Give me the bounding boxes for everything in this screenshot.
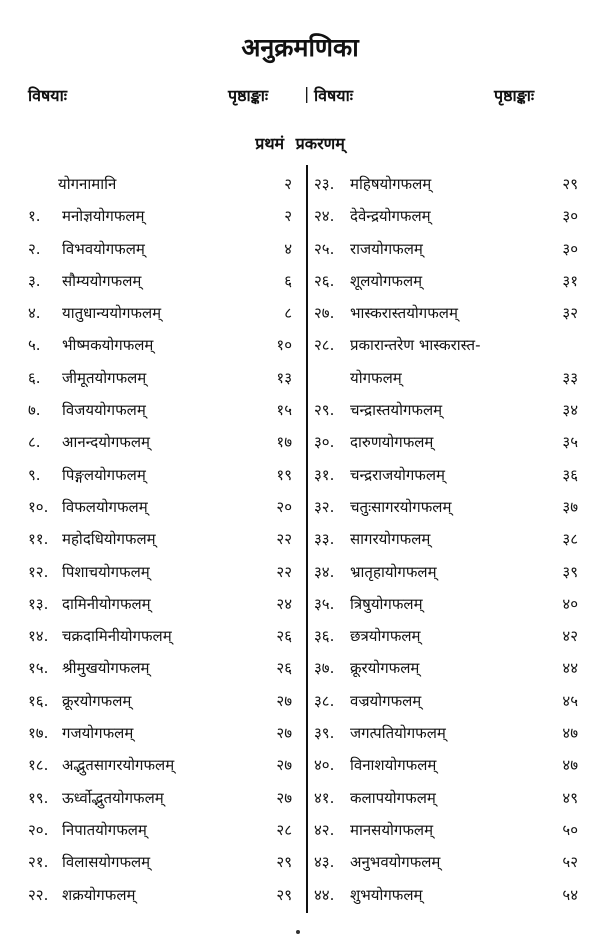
toc-entry-title: आनन्दयोगफलम् xyxy=(62,433,150,452)
toc-left-column xyxy=(0,168,304,911)
toc-entry-number: ४१. xyxy=(314,788,335,807)
toc-right-column xyxy=(308,168,600,911)
toc-entry-number: १९. xyxy=(28,788,49,807)
toc-entry-title: पिशाचयोगफलम् xyxy=(62,562,150,581)
toc-entry xyxy=(308,265,600,297)
toc-entry-page: २ xyxy=(284,175,292,193)
toc-entry-page: २६ xyxy=(276,659,292,678)
toc-entry-number: ५. xyxy=(28,336,41,355)
toc-entry-title: शूलयोगफलम् xyxy=(350,271,423,290)
toc-entry-page: ४७ xyxy=(562,756,578,775)
toc-entry xyxy=(308,491,600,523)
toc-entry xyxy=(308,523,600,555)
toc-entry-number: १८. xyxy=(28,756,49,775)
toc-entry-number: ३५. xyxy=(314,594,335,613)
toc-entry xyxy=(308,233,600,265)
toc-entry-page: ३३ xyxy=(562,368,578,387)
toc-entry-number: ३. xyxy=(28,271,41,290)
toc-entry-number: ७. xyxy=(28,401,41,420)
toc-entry-title: भीष्मकयोगफलम् xyxy=(62,336,154,355)
toc-entry-title: भास्करास्तयोगफलम् xyxy=(350,304,458,323)
toc-entry-page: १५ xyxy=(276,401,292,420)
toc-entry xyxy=(0,168,304,200)
toc-entry xyxy=(308,685,600,717)
toc-entry xyxy=(0,685,304,717)
toc-entry xyxy=(308,168,600,200)
toc-entry xyxy=(0,717,304,749)
toc-entry-number: ११. xyxy=(28,530,49,549)
toc-entry-title: निपातयोगफलम् xyxy=(62,820,147,839)
toc-entry-page: ४९ xyxy=(562,788,578,807)
toc-entry-page: ३१ xyxy=(562,271,578,290)
toc-entry xyxy=(0,426,304,458)
toc-entry xyxy=(308,652,600,684)
toc-entry-title: विफलयोगफलम् xyxy=(62,497,148,516)
toc-entry-page: ३४ xyxy=(562,401,578,420)
toc-entry xyxy=(0,459,304,491)
toc-entry-title: क्रूरयोगफलम् xyxy=(62,691,132,710)
toc-entry xyxy=(0,620,304,652)
toc-entry-title: योगफलम् xyxy=(350,368,402,387)
toc-entry-title: अद्भुतसागरयोगफलम् xyxy=(62,756,175,775)
toc-entry-number: १४. xyxy=(28,627,49,646)
toc-entry xyxy=(308,362,600,394)
toc-entry-title: छत्रयोगफलम् xyxy=(350,627,421,646)
toc-entry-number: १७. xyxy=(28,724,49,743)
toc-entry-number: १२. xyxy=(28,562,49,581)
toc-entry-number: २१. xyxy=(28,853,49,872)
toc-entry-number: २४. xyxy=(314,207,335,226)
toc-entry-number: ३३. xyxy=(314,530,335,549)
toc-entry-page: २७ xyxy=(276,724,292,743)
toc-entry-title: पिङ्गलयोगफलम् xyxy=(62,465,146,484)
toc-entry-number: ३४. xyxy=(314,562,335,581)
toc-entry-number: ३८. xyxy=(314,691,335,710)
toc-entry-page: ४५ xyxy=(562,691,578,710)
toc-entry xyxy=(308,459,600,491)
toc-entry-title: शक्रयोगफलम् xyxy=(62,885,136,904)
toc-entry-number: ४२. xyxy=(314,820,335,839)
toc-entry-number: १५. xyxy=(28,659,49,678)
toc-entry-title: गजयोगफलम् xyxy=(62,724,134,743)
toc-entry-number: १३. xyxy=(28,594,49,613)
toc-entry-page: १९ xyxy=(276,465,292,484)
toc-entry-page: २६ xyxy=(276,627,292,646)
toc-entry-page: २ xyxy=(284,207,292,226)
toc-entry-number: २६. xyxy=(314,271,335,290)
toc-entry-number: ३०. xyxy=(314,433,335,452)
toc-entry xyxy=(0,556,304,588)
toc-entry-page: २७ xyxy=(276,756,292,775)
page-title: अनुक्रमणिका xyxy=(241,33,359,62)
toc-entry-number: ४. xyxy=(28,304,41,323)
toc-entry-title: देवेन्द्रयोगफलम् xyxy=(350,207,431,226)
toc-entry xyxy=(308,556,600,588)
toc-entry-number: ३२. xyxy=(314,497,335,516)
toc-entry-title: चन्द्रराजयोगफलम् xyxy=(350,465,446,484)
toc-entry-number: ४०. xyxy=(314,756,335,775)
toc-entry-number: ३१. xyxy=(314,465,335,484)
section-title: प्रथमं प्रकरणम् xyxy=(255,134,345,153)
toc-entry-number: २९. xyxy=(314,401,335,420)
toc-entry-title: दारुणयोगफलम् xyxy=(350,433,434,452)
toc-entry-number: २. xyxy=(28,239,41,258)
toc-entry xyxy=(308,814,600,846)
toc-entry xyxy=(308,879,600,911)
toc-entry-title: विनाशयोगफलम् xyxy=(350,756,437,775)
toc-entry xyxy=(308,426,600,458)
toc-entry xyxy=(308,846,600,878)
toc-entry-page: १७ xyxy=(276,433,292,452)
toc-entry-title: अनुभवयोगफलम् xyxy=(350,853,441,872)
toc-entry-page: २२ xyxy=(276,530,292,549)
page-mark xyxy=(296,930,300,934)
toc-entry-page: २९ xyxy=(562,175,578,193)
toc-entry-page: ३२ xyxy=(562,304,578,323)
toc-entry-page: १० xyxy=(276,336,292,355)
toc-entry-page: ५० xyxy=(562,820,578,839)
toc-entry-title: मानसयोगफलम् xyxy=(350,820,434,839)
toc-entry-page: २७ xyxy=(276,691,292,710)
toc-entry-number: १६. xyxy=(28,691,49,710)
toc-entry-number: २७. xyxy=(314,304,335,323)
toc-entry-page: ३६ xyxy=(562,465,578,484)
toc-entry xyxy=(0,265,304,297)
toc-entry xyxy=(308,394,600,426)
toc-entry-title: क्रूरयोगफलम् xyxy=(350,659,420,678)
toc-entry-title: यातुधान्ययोगफलम् xyxy=(62,304,162,323)
toc-entry-page: ३९ xyxy=(562,562,578,581)
toc-entry-number: ६. xyxy=(28,368,41,387)
toc-entry-title: चक्रदामिनीयोगफलम् xyxy=(62,627,172,646)
toc-entry-page: ३५ xyxy=(562,433,578,452)
toc-entry xyxy=(0,749,304,781)
toc-entry-title: वज्रयोगफलम् xyxy=(350,691,422,710)
toc-entry xyxy=(0,394,304,426)
toc-entry-title: जीमूतयोगफलम् xyxy=(62,368,147,387)
toc-entry-title: भ्रातृहायोगफलम् xyxy=(350,562,437,581)
toc-entry xyxy=(0,782,304,814)
toc-entry-title: विजययोगफलम् xyxy=(62,401,146,420)
toc-entry-title: राजयोगफलम् xyxy=(350,239,423,258)
toc-entry xyxy=(0,879,304,911)
toc-entry-number: ४४. xyxy=(314,885,335,904)
toc-entry-page: ४२ xyxy=(562,627,578,646)
toc-entry-page: ४ xyxy=(284,239,292,258)
toc-entry xyxy=(0,523,304,555)
toc-entry-number: ३६. xyxy=(314,627,335,646)
toc-entry-number: ३७. xyxy=(314,659,335,678)
toc-entry-page: २९ xyxy=(276,885,292,904)
toc-entry-number: ८. xyxy=(28,433,41,452)
toc-entry-page: २८ xyxy=(276,820,292,839)
toc-entry-page: २९ xyxy=(276,853,292,872)
toc-entry xyxy=(308,200,600,232)
column-header-subject-left: विषयाः xyxy=(28,86,67,105)
toc-entry xyxy=(0,814,304,846)
toc-entry-title: विलासयोगफलम् xyxy=(62,853,151,872)
toc-entry-title: कलापयोगफलम् xyxy=(350,788,436,807)
toc-entry xyxy=(308,749,600,781)
toc-entry xyxy=(308,588,600,620)
toc-entry-title: ऊर्ध्वोद्भुतयोगफलम् xyxy=(62,788,164,807)
toc-entry-number: ३९. xyxy=(314,724,335,743)
toc-entry-number: ४३. xyxy=(314,853,335,872)
toc-entry-page: १३ xyxy=(276,368,292,387)
toc-entry xyxy=(0,491,304,523)
toc-entry-number: २८. xyxy=(314,336,335,355)
toc-entry-title: सागरयोगफलम् xyxy=(350,530,431,549)
toc-entry-page: ४७ xyxy=(562,724,578,743)
toc-entry-title: प्रकारान्तरेण भास्करास्त- xyxy=(350,336,481,355)
toc-entry-number: २५. xyxy=(314,239,335,258)
toc-entry-page: ५४ xyxy=(562,885,578,904)
toc-entry xyxy=(308,297,600,329)
toc-entry-title: जगत्पतियोगफलम् xyxy=(350,724,446,743)
toc-entry-title: महोदधियोगफलम् xyxy=(62,530,156,549)
toc-entry-title: दामिनीयोगफलम् xyxy=(62,594,151,613)
header-separator: | xyxy=(304,84,310,103)
toc-entry-page: २७ xyxy=(276,788,292,807)
toc-entry xyxy=(0,588,304,620)
toc-entry xyxy=(0,846,304,878)
toc-entry-number: २२. xyxy=(28,885,49,904)
toc-entry-page: ३० xyxy=(562,207,578,226)
toc-entry xyxy=(0,362,304,394)
toc-entry xyxy=(308,782,600,814)
toc-entry-number: २०. xyxy=(28,820,49,839)
toc-entry-number: १०. xyxy=(28,497,49,516)
toc-entry xyxy=(308,717,600,749)
toc-entry xyxy=(0,329,304,361)
toc-entry-title: सौम्ययोगफलम् xyxy=(62,271,142,290)
toc-entry-page: ३० xyxy=(562,239,578,258)
toc-entry-page: ६ xyxy=(284,271,292,290)
column-header-subject-right: विषयाः xyxy=(314,86,353,105)
toc-entry-title: शुभयोगफलम् xyxy=(350,885,423,904)
toc-entry-page: ५२ xyxy=(562,853,578,872)
toc-entry-page: ३८ xyxy=(562,530,578,549)
toc-entry-page: २० xyxy=(276,497,292,516)
toc-entry-page: ४४ xyxy=(562,659,578,678)
toc-entry-number: ९. xyxy=(28,465,41,484)
toc-entry-page: ४० xyxy=(562,594,578,613)
toc-entry xyxy=(0,233,304,265)
toc-entry-number: २३. xyxy=(314,175,335,193)
toc-entry-page: २४ xyxy=(276,594,292,613)
toc-entry-title: महिषयोगफलम् xyxy=(350,175,432,193)
toc-entry xyxy=(0,200,304,232)
toc-entry-page: २२ xyxy=(276,562,292,581)
toc-entry-title: चतुःसागरयोगफलम् xyxy=(350,497,452,516)
toc-entry-title: श्रीमुखयोगफलम् xyxy=(62,659,150,678)
toc-entry-title: त्रिषुयोगफलम् xyxy=(350,594,423,613)
column-header-page-left: पृष्ठाङ्काः xyxy=(228,86,269,105)
toc-entry-page: ३७ xyxy=(562,497,578,516)
toc-entry-page: ८ xyxy=(284,304,292,323)
toc-entry-title: योगनामानि xyxy=(58,175,117,193)
toc-entry xyxy=(0,297,304,329)
toc-entry xyxy=(0,652,304,684)
toc-entry xyxy=(308,620,600,652)
column-header-page-right: पृष्ठाङ्काः xyxy=(494,86,535,105)
toc-entry-title: मनोज्ञयोगफलम् xyxy=(62,207,145,226)
toc-entry-title: चन्द्रास्तयोगफलम् xyxy=(350,401,443,420)
toc-entry xyxy=(308,329,600,361)
toc-entry-number: १. xyxy=(28,207,41,226)
toc-entry-title: विभवयोगफलम् xyxy=(62,239,145,258)
